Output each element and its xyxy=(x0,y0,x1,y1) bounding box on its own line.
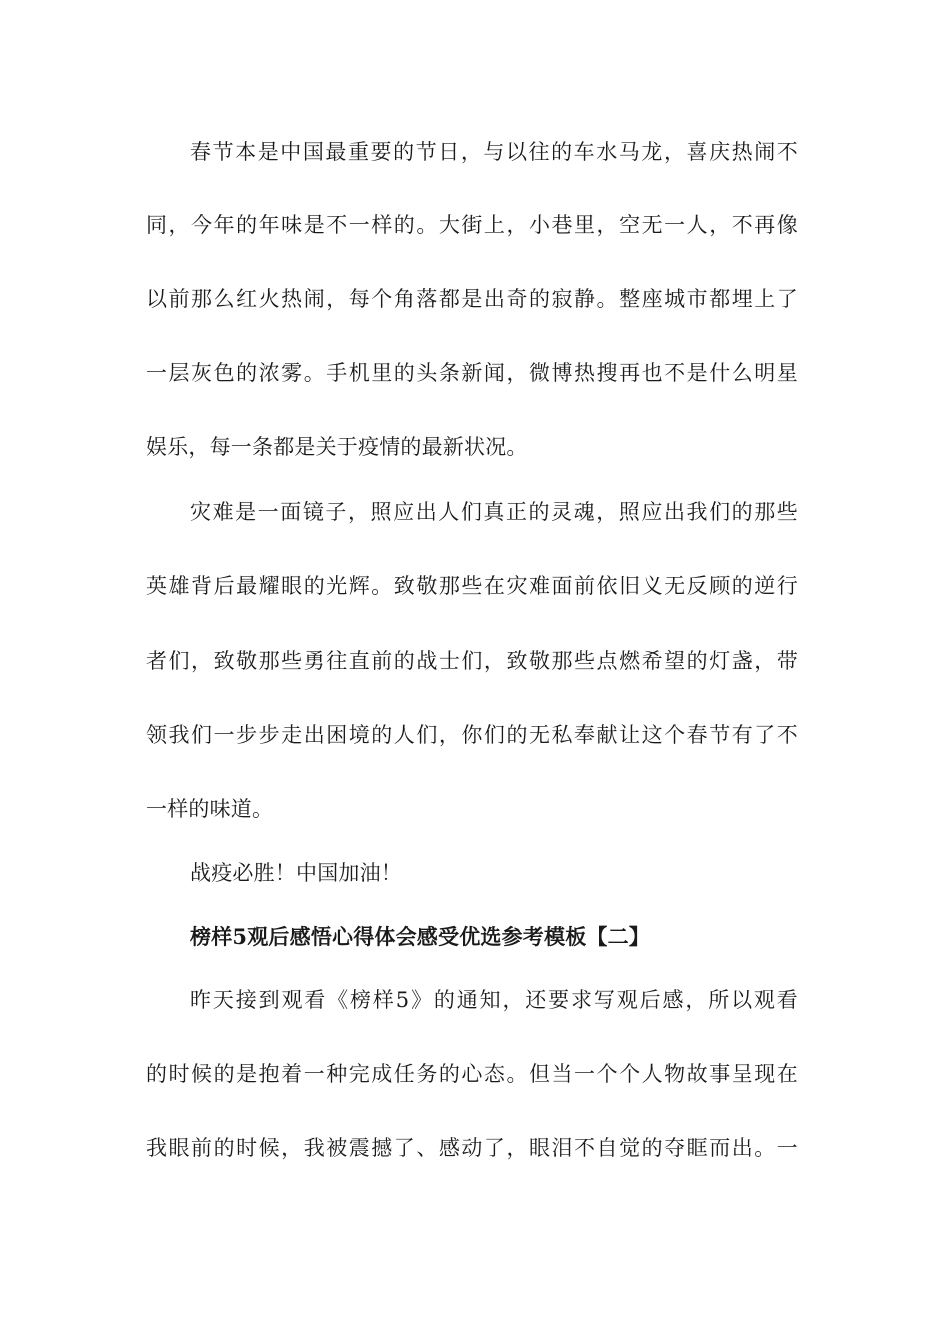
paragraph-1-line-2: 同，今年的年味是不一样的。大街上，小巷里，空无一人，不再像 xyxy=(146,213,798,237)
paragraph-1-line-5: 娱乐，每一条都是关于疫情的最新状况。 xyxy=(146,435,528,459)
paragraph-2-line-4: 领我们一步步走出困境的人们，你们的无私奉献让这个春节有了不 xyxy=(146,723,798,747)
paragraph-2-line-2: 英雄背后最耀眼的光辉。致敬那些在灾难面前依旧义无反顾的逆行 xyxy=(146,574,798,598)
section-heading: 榜样5观后感悟心得体会感受优选参考模板【二】 xyxy=(190,924,651,949)
paragraph-2-line-5: 一样的味道。 xyxy=(146,797,274,821)
slogan-line: 战疫必胜！中国加油！ xyxy=(190,861,402,885)
paragraph-1-line-4: 一层灰色的浓雾。手机里的头条新闻，微博热搜再也不是什么明星 xyxy=(146,361,798,385)
paragraph-5-line-2: 的时候的是抱着一种完成任务的心态。但当一个个人物故事呈现在 xyxy=(146,1062,798,1086)
paragraph-1-line-1: 春节本是中国最重要的节日，与以往的车水马龙，喜庆热闹不 xyxy=(190,140,798,164)
paragraph-5-line-3: 我眼前的时候，我被震撼了、感动了，眼泪不自觉的夺眶而出。一 xyxy=(146,1136,798,1160)
paragraph-1-line-3: 以前那么红火热闹，每个角落都是出奇的寂静。整座城市都埋上了 xyxy=(146,287,798,311)
paragraph-2-line-3: 者们，致敬那些勇往直前的战士们，致敬那些点燃希望的灯盏，带 xyxy=(146,649,798,673)
paragraph-2-line-1: 灾难是一面镜子，照应出人们真正的灵魂，照应出我们的那些 xyxy=(190,500,798,524)
paragraph-5-line-1: 昨天接到观看《榜样5》的通知，还要求写观后感，所以观看 xyxy=(190,988,798,1012)
